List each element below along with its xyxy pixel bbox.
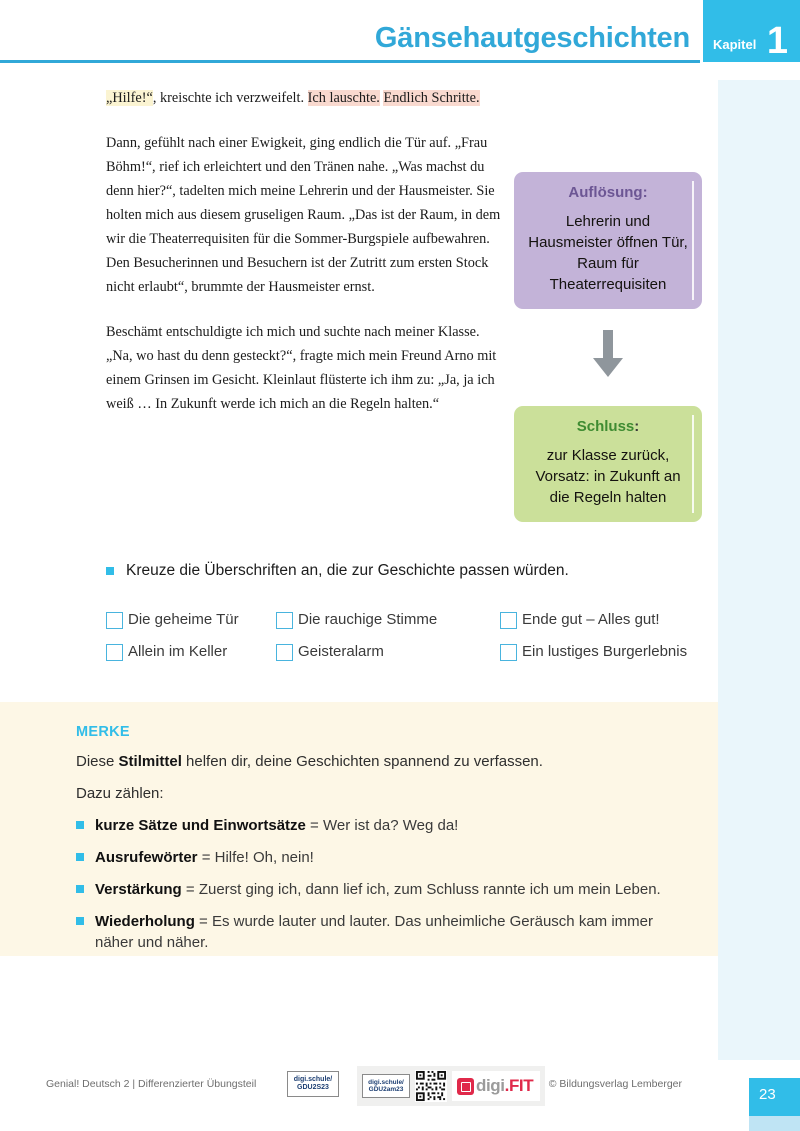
checkbox-icon[interactable]: [106, 644, 123, 661]
digifit-logo: [452, 1071, 540, 1101]
story-paragraph-3: Beschämt entschuldigte ich mich und suchte nach meiner Klasse. „Na, wo hast du denn gesteckt?“, fragte mich mein Freund Arno mit einem Grinsen im Gesicht. Kleinlaut flüsterte ich ihm zu: „Ja, ja ich weiß … In Zukunft werde ich mich an die Regeln halten.“: [106, 324, 497, 412]
checkbox-option-allein-im-keller[interactable]: [106, 642, 276, 662]
checkbox-icon[interactable]: [500, 612, 517, 629]
bullet-square-icon: [76, 885, 84, 893]
merke-intro-bold: Stilmittel: [118, 753, 182, 770]
merke-item-term: Ausrufewörter: [95, 849, 198, 866]
info-box-schluss: [514, 406, 702, 522]
info-box-accent-bar: [692, 181, 694, 300]
checkbox-row-1: [106, 610, 718, 630]
highlight-exclamation: „Hilfe!“: [106, 90, 153, 106]
digifit-word-dot: .: [504, 1076, 509, 1095]
checkbox-option-ende-gut-alles-gut[interactable]: [500, 610, 718, 630]
merke-item: [76, 879, 688, 900]
checkbox-label: Allein im Keller: [128, 643, 228, 660]
digifit-code-line2: GDU2am23: [368, 1086, 404, 1093]
story-paragraph-1: [106, 86, 506, 110]
page-number-badge: [749, 1078, 800, 1116]
checkbox-option-geisteralarm[interactable]: [276, 642, 500, 662]
info-box-schluss-title-text: Schluss: [576, 418, 635, 435]
merke-item-definition: = Es wurde lauter und lauter. Das unheimliche Geräusch kam immer näher und näher.: [95, 913, 653, 951]
highlight-short-sentence-1: Ich lauschte.: [307, 90, 380, 106]
checkbox-option-die-rauchige-stimme[interactable]: [276, 610, 500, 630]
bullet-square-icon: [106, 567, 114, 575]
checkbox-row-2: [106, 642, 718, 662]
page-number: 23: [759, 1086, 776, 1103]
merke-item-term: Verstärkung: [95, 881, 182, 898]
merke-intro: [76, 751, 688, 773]
footer-source: Genial! Deutsch 2 | Differenzierter Übungsteil: [46, 1078, 257, 1090]
bullet-square-icon: [76, 917, 84, 925]
merke-item-definition: = Wer ist da? Weg da!: [305, 817, 459, 834]
code-badge-line2: GDU2S23: [297, 1084, 329, 1091]
digifit-word-first: digi: [476, 1076, 505, 1095]
checkbox-options: [106, 610, 718, 674]
qr-code-icon[interactable]: [415, 1070, 447, 1102]
merke-item: [76, 815, 688, 836]
info-box-accent-bar: [692, 415, 694, 513]
info-box-aufloesung-body: Lehrerin und Hausmeister öffnen Tür, Raum für Theaterrequisiten: [528, 213, 688, 293]
digifit-wordmark: [476, 1076, 533, 1096]
merke-item: [76, 911, 688, 953]
merke-item-term: Wiederholung: [95, 913, 195, 930]
digi-schule-code-badge[interactable]: [287, 1071, 339, 1097]
chapter-number: 1: [766, 20, 788, 62]
digifit-code-badge[interactable]: [362, 1074, 410, 1098]
info-box-aufloesung-title: Auflösung:: [568, 184, 648, 201]
info-box-aufloesung: [514, 172, 702, 309]
digifit-code-line1: digi.schule/: [368, 1078, 404, 1086]
checkbox-label: Geisteralarm: [298, 643, 384, 660]
arrow-down-icon: [592, 330, 624, 380]
story-plain-1: , kreischte ich verzweifelt.: [152, 90, 308, 106]
merke-intro-part1: Diese: [76, 753, 119, 770]
page-number-tail: [749, 1116, 800, 1131]
digifit-mark-icon: [457, 1078, 474, 1095]
page-header: [0, 0, 800, 62]
bullet-square-icon: [76, 821, 84, 829]
merke-item-term: kurze Sätze und Einwortsätze: [95, 817, 306, 834]
task-instruction-row: [106, 560, 716, 582]
merke-box: [0, 702, 718, 956]
checkbox-option-die-geheime-tuer[interactable]: [106, 610, 276, 630]
checkbox-label: Ein lustiges Burgerlebnis: [522, 643, 688, 660]
merke-item-definition: = Zuerst ging ich, dann lief ich, zum Schluss rannte ich um mein Leben.: [181, 881, 661, 898]
checkbox-option-ein-lustiges-burgerlebnis[interactable]: [500, 642, 718, 662]
bullet-square-icon: [76, 853, 84, 861]
right-decorative-rail: [718, 80, 800, 1060]
merke-item: [76, 847, 688, 868]
checkbox-label: Ende gut – Alles gut!: [522, 611, 660, 628]
merke-title: MERKE: [76, 724, 130, 740]
merke-item-definition: = Hilfe! Oh, nein!: [197, 849, 314, 866]
digifit-badge[interactable]: [357, 1066, 545, 1106]
header-divider: [0, 60, 700, 63]
digifit-word-second: FIT: [508, 1076, 534, 1095]
merke-intro-part2: helfen dir, deine Geschichten spannend zu verfassen.: [181, 753, 543, 770]
story-paragraph-2: Dann, gefühlt nach einer Ewigkeit, ging endlich die Tür auf. „Frau Böhm!“, rief ich erleichtert und den Tränen nahe. „Was machst du denn hier?“, tadelten mich meine Lehrerin und der Hausmeister. Sie holten mich aus diesem gruseligen Raum. „Das ist der Raum, in dem wir die Theaterrequisiten für die Sommer-Burgspiele aufbewahren. Den Besucherinnen und Besuchern ist der Zutritt zum ersten Stock nicht erlaubt“, brummte der Hausmeister ernst.: [106, 135, 501, 295]
chapter-label: Kapitel: [713, 37, 757, 52]
story-text: [106, 86, 506, 416]
chapter-badge: [703, 0, 800, 62]
checkbox-icon[interactable]: [106, 612, 123, 629]
highlight-short-sentence-2: Endlich Schritte.: [383, 90, 480, 106]
checkbox-label: Die rauchige Stimme: [298, 611, 438, 628]
merke-subtitle: Dazu zählen:: [76, 785, 164, 802]
checkbox-icon[interactable]: [276, 644, 293, 661]
checkbox-label: Die geheime Tür: [128, 611, 239, 628]
page-title: Gänsehautgeschichten: [374, 22, 690, 54]
task-instruction: Kreuze die Überschriften an, die zur Geschichte passen würden.: [126, 562, 569, 579]
code-badge-line1: digi.schule/: [293, 1076, 333, 1084]
info-box-schluss-title: [524, 418, 692, 436]
info-box-schluss-title-colon: :: [634, 418, 640, 435]
checkbox-icon[interactable]: [276, 612, 293, 629]
checkbox-icon[interactable]: [500, 644, 517, 661]
info-box-schluss-body: zur Klasse zurück, Vorsatz: in Zukunft an die Regeln halten: [535, 447, 681, 506]
footer-copyright: © Bildungsverlag Lemberger: [548, 1078, 682, 1090]
